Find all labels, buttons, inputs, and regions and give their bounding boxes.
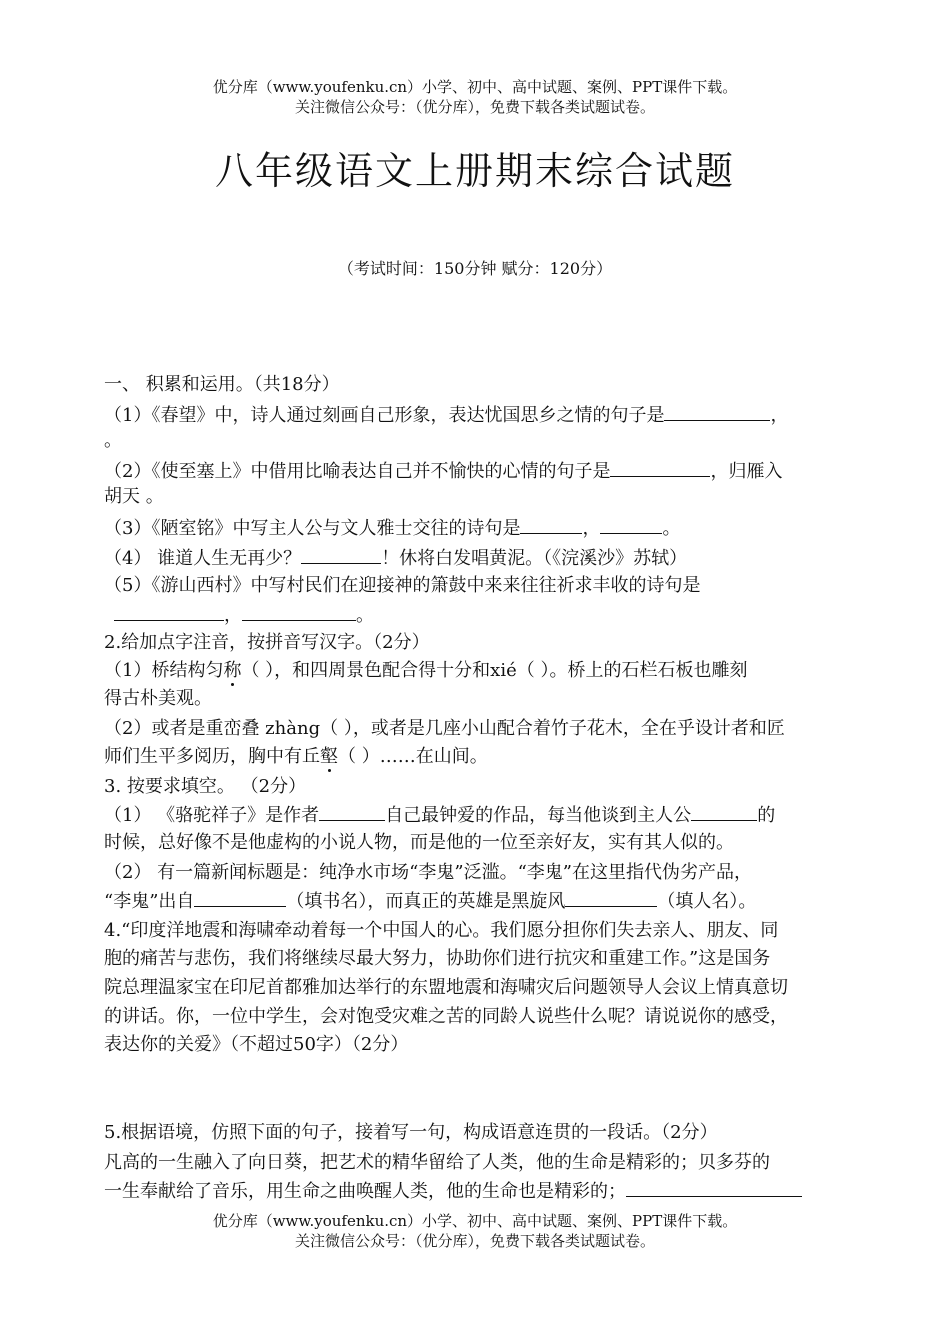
fill-l2-c: （填人名）。 <box>657 891 757 912</box>
q4-line <box>104 545 854 572</box>
dotted-char-cheng: 称 <box>223 660 242 681</box>
fill-line-2: （2） 有一篇新闻标题是：纯净水市场“李鬼”泛滥。“李鬼”在这里指代伪劣产品， <box>104 862 752 883</box>
q3-blank-1[interactable] <box>520 515 582 534</box>
q5-blank-1[interactable] <box>114 602 224 621</box>
q2-text: （2）《使至塞上》中借用比喻表达自己并不愉快的心情的句子是 <box>104 461 611 482</box>
q5-text: （5）《游山西村》中写村民们在迎接神的箫鼓中来来往往祈求丰收的诗句是 <box>104 575 701 596</box>
q4-post: ！休将白发唱黄泥。（《浣溪沙》苏轼） <box>381 548 688 569</box>
q5-sep: ， <box>224 605 242 626</box>
q1-text: （1）《春望》中，诗人通过刻画自己形象，表达忧国思乡之情的句子是 <box>104 405 665 426</box>
q4-para-line: 院总理温家宝在印尼首都雅加达举行的东盟地震和海啸灾后问题领导人会议上情真意切 <box>104 977 788 998</box>
q4-para-line: 4.“印度洋地震和海啸牵动着每一个中国人的心。我们愿分担你们失去亲人、朋友、同 <box>104 920 779 941</box>
q4-para-line: 表达你的关爱》（不超过50字）（2分） <box>104 1034 409 1055</box>
person-blank[interactable] <box>565 888 657 907</box>
author-blank[interactable] <box>319 802 385 821</box>
q1-blank[interactable] <box>664 402 770 421</box>
fill-line-1-cont: 时候，总好像不是他虚构的小说人物，而是他的一位至亲好友，实有其人似的。 <box>104 832 734 853</box>
fill-l1-a: （1） 《骆驼祥子》是作者 <box>104 805 320 826</box>
q3-end: 。 <box>662 518 681 539</box>
q3-line <box>104 515 854 542</box>
q4-blank[interactable] <box>301 545 381 564</box>
q4-para-line: 胞的痛苦与悲伤，我们将继续尽最大努力，协助你们进行抗灾和重建工作。”这是国务 <box>104 948 771 969</box>
q5-blank-2[interactable] <box>242 602 356 621</box>
footer-line-2: 关注微信公众号：（优分库），免费下载各类试题试卷。 <box>294 1232 655 1250</box>
header-line-1: 优分库（www.youfenku.cn）小学、初中、高中试题、案例、PPT课件下载。 <box>212 78 738 96</box>
q2-sep: ，归雁入 <box>710 461 783 482</box>
q2-line <box>104 458 854 485</box>
pinyin-line-1-cont: 得古朴美观。 <box>104 688 212 709</box>
q3-sep: ， <box>582 518 601 539</box>
pinyin-heading: 2.给加点字注音，按拼音写汉字。（2分） <box>104 632 430 653</box>
q2-blank[interactable] <box>610 458 710 477</box>
q4-pre: （4） 谁道人生无再少？ <box>104 548 302 569</box>
q5-line-2 <box>104 1178 854 1205</box>
q5-answer-blank[interactable] <box>626 1178 802 1197</box>
q1-tail: 。 <box>104 430 122 451</box>
fill-l1-c: 的 <box>757 805 776 826</box>
pinyin-line-2-cont <box>104 744 854 770</box>
q5-blanks-line <box>114 602 864 629</box>
pinyin-line-1 <box>104 658 854 684</box>
q5-end: 。 <box>356 605 374 626</box>
q5-l2-text: 一生奉献给了音乐，用生命之曲唤醒人类，他的生命也是精彩的； <box>104 1181 626 1202</box>
fill-l2-b: （填书名），而真正的英雄是黑旋风 <box>286 891 566 912</box>
fill-line-1 <box>104 802 854 829</box>
header-line-2: 关注微信公众号：（优分库），免费下载各类试题试卷。 <box>294 98 655 116</box>
section-1-heading: 一、 积累和运用。（共18分） <box>104 374 340 395</box>
q5-line-1: 凡高的一生融入了向日葵，把艺术的精华留给了人类，他的生命是精彩的；贝多芬的 <box>104 1152 770 1173</box>
fill-heading: 3. 按要求填空。 （2分） <box>104 776 307 797</box>
fill-l2-a: “李鬼”出自 <box>104 891 195 912</box>
pinyin-line-2: （2）或者是重峦叠 zhàng（ ），或者是几座小山配合着竹子花木，全在乎设计者和匠 <box>104 718 785 739</box>
q3-text: （3）《陋室铭》中写主人公与文人雅士交往的诗句是 <box>104 518 521 539</box>
pinyin-l1-a: （1）桥结构匀 <box>104 660 224 681</box>
q5-heading: 5.根据语境，仿照下面的句子，接着写一句，构成语意连贯的一段话。（2分） <box>104 1122 718 1143</box>
page-title: 八年级语文上册期末综合试题 <box>214 149 735 193</box>
q1-line <box>104 402 854 429</box>
protagonist-blank[interactable] <box>691 802 757 821</box>
exam-info: （考试时间：150分钟 赋分：120分） <box>337 259 613 278</box>
q3-blank-2[interactable] <box>600 515 662 534</box>
q4-para-line: 的讲话。你，一位中学生，会对饱受灾难之苦的同龄人说些什么呢？请说说你的感受， <box>104 1006 788 1027</box>
pinyin-l2-a: 师们生平多阅历，胸中有丘 <box>104 746 320 767</box>
footer-line-1: 优分库（www.youfenku.cn）小学、初中、高中试题、案例、PPT课件下载。 <box>212 1212 738 1230</box>
dotted-char-he: 壑 <box>320 746 338 767</box>
fill-line-2-cont <box>104 888 854 915</box>
q2-cont: 胡天 。 <box>104 486 164 507</box>
pinyin-l1-b: （ ），和四周景色配合得十分和xié（ ）。桥上的石栏石板也雕刻 <box>241 660 748 681</box>
q1-sep: ， <box>770 405 789 426</box>
pinyin-l2-b: （ ）……在山间。 <box>338 746 488 767</box>
book-blank[interactable] <box>194 888 286 907</box>
fill-l1-b: 自己最钟爱的作品，每当他谈到主人公 <box>385 805 692 826</box>
